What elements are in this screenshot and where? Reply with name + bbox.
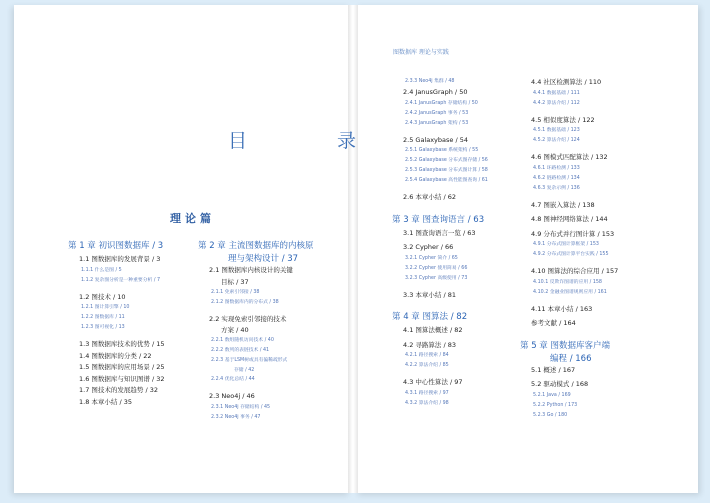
- subsection-entry: 2.2.1 数组随机访问技术 / 40: [211, 338, 274, 343]
- subsection-entry: 2.5.1 Galaxybase 系统架构 / 55: [405, 148, 479, 153]
- toc-column-left-2: [198, 236, 346, 423]
- section-entry: 2.1 图数据库内核设计的关键: [209, 266, 293, 274]
- subsection-entry: 1.2.1 图计算引擎 / 10: [81, 305, 130, 310]
- subsection-entry-continued: 存储 / 42: [234, 368, 255, 373]
- subsection-entry: 5.2.3 Go / 180: [533, 412, 568, 418]
- subsection-entry: 4.3.2 算法介绍 / 98: [405, 400, 449, 406]
- chapter-entry: 第 2 章 主流图数据库的内核原: [198, 241, 314, 251]
- subsection-entry: 2.5.4 Galaxybase 高性能图查询 / 61: [405, 178, 488, 183]
- subsection-entry: 4.3.1 路径搜索 / 97: [405, 390, 449, 396]
- section-entry: 2.2 实现免索引邻接的技术: [209, 314, 287, 323]
- section-entry: 参考文献 / 164: [531, 319, 576, 327]
- section-entry: 4.4 社区检测算法 / 110: [531, 78, 602, 86]
- chapter-entry: 第 4 章 图算法 / 82: [392, 312, 468, 322]
- section-entry: 1.1 图数据库的发展背景 / 3: [79, 255, 161, 263]
- section-entry: 1.5 图数据库的应用场景 / 25: [79, 363, 165, 371]
- section-entry-continued: 目标 / 37: [221, 277, 249, 286]
- part-title: 理论篇: [170, 212, 215, 225]
- subsection-entry: 1.1.2 复杂图分析是一种重要分析 / 7: [81, 277, 161, 283]
- spacer: [392, 204, 532, 210]
- section-entry: 3.1 图查询语言一览 / 63: [403, 228, 476, 237]
- section-entry: 2.5 Galaxybase / 54: [403, 135, 468, 144]
- chapter-entry-continued: 理与架构设计 / 37: [228, 254, 299, 264]
- section-entry: 3.3 本章小结 / 81: [403, 290, 456, 299]
- subsection-entry: 2.2.3 基于LSM树或具有偏稀疏形式: [211, 358, 288, 363]
- section-entry: 2.3 Neo4j / 46: [209, 392, 255, 400]
- section-entry: 5.2 驱动模式 / 168: [531, 380, 589, 388]
- book-spine: [348, 5, 358, 493]
- subsection-entry: 2.2.2 数列的表链技术 / 41: [211, 348, 270, 353]
- spacer: [520, 330, 696, 336]
- section-entry: 4.11 本章小结 / 163: [531, 304, 593, 313]
- toc-title: 目 录: [228, 130, 399, 152]
- toc-column-right-1: [392, 77, 532, 409]
- subsection-entry: 4.5.1 数据基础 / 123: [533, 128, 580, 133]
- subsection-entry: 3.2.1 Cypher 简介 / 65: [405, 255, 458, 261]
- subsection-entry: 4.6.2 链路检测 / 134: [533, 175, 580, 181]
- section-entry: 1.7 图技术的发展趋势 / 32: [79, 386, 158, 394]
- subsection-entry: 4.2.2 算法介绍 / 85: [405, 363, 449, 368]
- chapter-entry: 第 1 章 初识图数据库 / 3: [68, 241, 164, 251]
- subsection-entry: 2.4.2 JanusGraph 事务 / 53: [405, 110, 469, 116]
- section-entry: 4.8 图神经网络算法 / 144: [531, 215, 608, 223]
- subsection-entry: 5.2.1 Java / 169: [533, 392, 571, 398]
- subsection-entry: 4.9.1 分布式图计算框架 / 153: [533, 242, 599, 247]
- section-entry: 1.4 图数据库的分类 / 22: [79, 351, 152, 360]
- subsection-entry: 4.4.2 算法介绍 / 112: [533, 100, 580, 106]
- section-entry: 4.9 分布式并行图计算 / 153: [531, 229, 615, 238]
- subsection-entry: 1.1.1 什么是图 / 5: [81, 267, 122, 273]
- subsection-entry: 5.2.2 Python / 173: [533, 402, 578, 408]
- section-entry: 3.2 Cypher / 66: [403, 243, 454, 251]
- section-entry: 1.6 图数据库与知识图谱 / 32: [79, 374, 165, 383]
- section-entry: 1.8 本章小结 / 35: [79, 397, 132, 406]
- section-entry: 4.1 图算法概述 / 82: [403, 326, 463, 334]
- subsection-entry: 4.6.1 环路检测 / 133: [533, 165, 580, 171]
- subsection-entry: 1.2.3 图可视化 / 13: [81, 325, 125, 330]
- subsection-entry: 3.2.3 Cypher 高级使用 / 73: [405, 275, 468, 281]
- section-entry: 4.10 图算法的综合应用 / 157: [531, 267, 619, 275]
- toc-column-left-1: [68, 236, 196, 408]
- subsection-entry: 2.5.3 Galaxybase 分布式图计算 / 58: [405, 168, 488, 173]
- subsection-entry: 4.4.1 数据基础 / 111: [533, 90, 580, 96]
- subsection-entry: 1.2.2 图数据库 / 11: [81, 315, 125, 320]
- section-entry: 4.7 图嵌入算法 / 138: [531, 200, 595, 209]
- subsection-entry: 4.6.3 复杂示例 / 136: [533, 185, 580, 191]
- subsection-entry: 2.3.3 Neo4j 集群 / 48: [405, 79, 455, 84]
- subsection-entry: 2.5.2 Galaxybase 分布式图存储 / 56: [405, 158, 488, 163]
- chapter-entry: 第 5 章 图数据库客户端: [520, 340, 611, 351]
- section-entry: 2.4 JanusGraph / 50: [403, 88, 468, 96]
- subsection-entry: 4.10.2 金融业图谱规则应用 / 161: [533, 289, 607, 295]
- subsection-entry: 4.2.1 路径搜索 / 84: [405, 353, 449, 358]
- section-entry: 4.2 寻路算法 / 83: [403, 340, 456, 349]
- subsection-entry: 2.1.1 免索引邻接 / 38: [211, 289, 260, 295]
- subsection-entry: 3.2.2 Cypher 使用简易 / 66: [405, 265, 468, 271]
- subsection-entry: 2.3.1 Neo4j 存储结构 / 45: [211, 404, 271, 410]
- subsection-entry: 2.3.2 Neo4j 事务 / 47: [211, 414, 261, 420]
- section-entry: 4.5 相似度算法 / 122: [531, 115, 595, 124]
- toc-column-right-2: [520, 77, 696, 421]
- chapter-entry-continued: 编程 / 166: [550, 353, 592, 364]
- subsection-entry: 4.9.2 分布式图计算平台实践 / 155: [533, 252, 609, 257]
- section-entry: 1.2 图技术 / 10: [79, 292, 126, 301]
- subsection-entry: 2.1.2 图数据库内的分布式 / 38: [211, 299, 279, 305]
- subsection-entry: 2.2.4 优化总结 / 44: [211, 377, 255, 382]
- section-entry: 1.3 图数据库技术的优势 / 15: [79, 340, 165, 348]
- section-entry-continued: 方案 / 40: [221, 326, 249, 334]
- subsection-entry: 4.5.2 算法介绍 / 124: [533, 138, 580, 143]
- section-entry: 2.6 本章小结 / 62: [403, 193, 456, 201]
- section-entry: 4.6 图模式匹配算法 / 132: [531, 153, 608, 161]
- chapter-entry: 第 3 章 图查询语言 / 63: [392, 214, 485, 225]
- subsection-entry: 2.4.3 JanusGraph 架构 / 53: [405, 120, 469, 126]
- subsection-entry: 2.4.1 JanusGraph 存储结构 / 50: [405, 100, 478, 106]
- subsection-entry: 4.10.1 反欺诈图谱的应用 / 158: [533, 279, 602, 285]
- spacer: [392, 301, 532, 307]
- running-head: 图数据库 理论与实践: [393, 49, 449, 56]
- section-entry: 4.3 中心性算法 / 97: [403, 378, 463, 386]
- section-entry: 5.1 概述 / 167: [531, 365, 576, 374]
